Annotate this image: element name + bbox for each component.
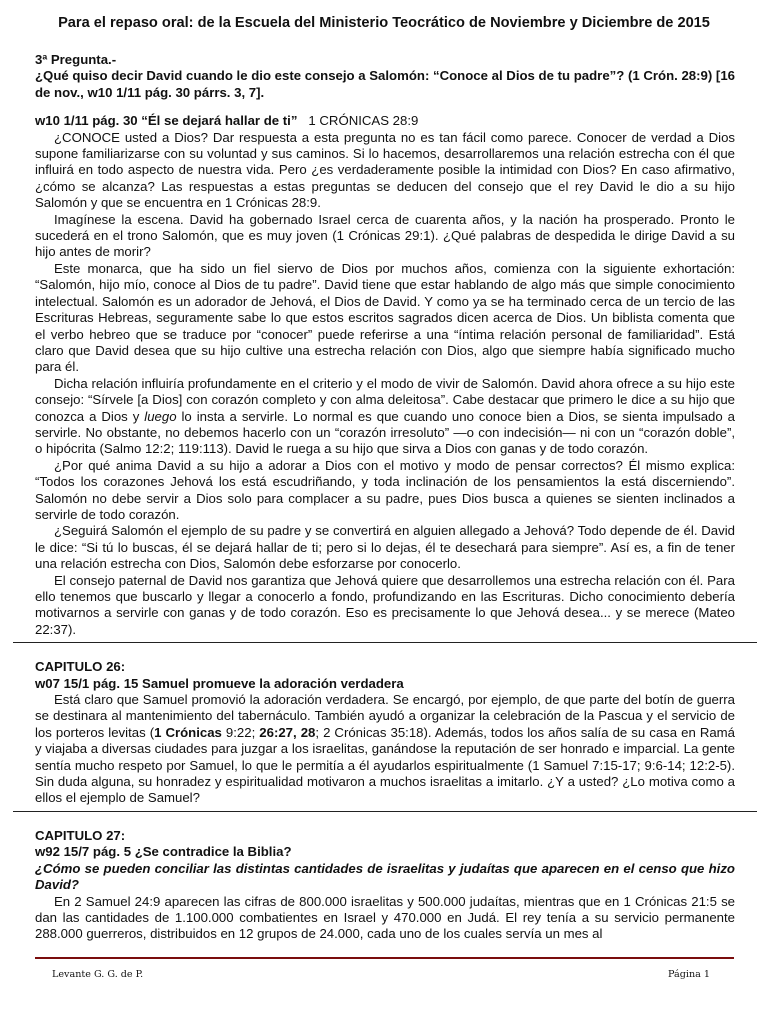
emphasis-text: luego: [144, 408, 177, 424]
question-label: 3ª Pregunta.-: [35, 52, 117, 67]
chapter-heading: CAPITULO 27:: [35, 827, 126, 843]
article-reference: w92 15/7 pág. 5 ¿Se contradice la Biblia?: [35, 844, 292, 860]
paragraph: Este monarca, que ha sido un fiel siervo de Dios por muchos años, comienza con la siguiente exhortación: “Salomón, hijo mío, conoce al Dios de tu padre”. David tiene que estar hablando de algo más que simple conocimiento intelectual. Salomón es un adorador de Jehová, el Dios de David. Y como ya se ha terminado cerca de un tercio de las Escrituras Hebreas, seguramente sabe lo que estos escritos sagrados dicen acerca de Dios. Un biblista comenta que el verbo hebreo que se traduce por “conocer” puede referirse a una “íntima relación personal de familiaridad”. Está claro que David desea que su hijo cultive una estrecha relación con Dios, algo que siempre había significado mucho para él.: [35, 260, 735, 375]
scripture-ref: 26:27, 28: [259, 724, 316, 740]
document-body: [35, 52, 735, 943]
paragraph-text: lo insta a servirle. Lo normal es que cuando uno conoce bien a Dios, se sienta impulsado a servirle. No obstante, no debemos hacerlo con un “corazón irresoluto” —o con indecisión— ni con un “corazón doble”, o hipócrita (Salmo 12:2; 119:113). David le ruega a su hijo que sirva a Dios con ganas y de todo corazón.: [35, 408, 735, 457]
paragraph-text: 9:22;: [221, 724, 260, 740]
footer-author: Levante G. G. de P.: [52, 969, 144, 980]
paragraph-text: Está claro que Samuel promovió la adoración verdadera. Se encargó, por ejemplo, de que parte del botín de guerra se destinara al mantenimiento del tabernáculo. También ayudó a organizar la celebración de la Pascua y el servicio de los porteros levitas (: [35, 692, 735, 740]
paragraph: [35, 376, 735, 458]
paragraph-text: ; 2 Crónicas 35:18). Además, todos los años salía de su casa en Ramá y viajaba a diversas ciudades para juzgar a los israelitas, ganándose la reputación de ser honrado e imparcial. La gente sentía mucho respeto por Samuel, lo que le permitía a él ayudarlos espiritualmente (1 Samuel 7:15-17; 9:6-14; 12:2-5). Sin duda alguna, su honradez y espiritualidad motivaron a muchos israelitas a imitarlo. ¿Y a usted? ¿Lo motiva como a ellos el ejemplo de Samuel?: [35, 724, 735, 806]
paragraph: ¿Por qué anima David a su hijo a adorar a Dios con el motivo y modo de pensar correctos? Él mismo explica: “Todos los corazones Jehová los está escudriñando, y toda inclinación de los pensamientos la está discerniendo”. Salomón no debe servir a Dios solo para complacer a su padre, pues Dios busca a quienes se sienten inclinados a servirle de todo corazón.: [35, 457, 735, 522]
scripture-ref: 1 Crónicas: [154, 724, 222, 740]
article-reference-scripture: 1 CRÓNICAS 28:9: [297, 113, 419, 129]
article-reference: [35, 113, 735, 129]
article-reference: w07 15/1 pág. 15 Samuel promueve la adoración verdadera: [35, 675, 404, 691]
page-number: Página 1: [668, 969, 711, 980]
paragraph: Imagínese la escena. David ha gobernado Israel cerca de cuarenta años, y la nación ha prosperado. Pronto le sucederá en el trono Salomón, que es muy joven (1 Crónicas 29:1). ¿Qué palabras de despedida le dirige David a su hijo antes de morir?: [35, 211, 735, 260]
paragraph: ¿CONOCE usted a Dios? Dar respuesta a esta pregunta no es tan fácil como parece. Conocer de verdad a Dios supone familiarizarse con su voluntad y sus caminos. Si lo hacemos, desarrollaremos una relación estrecha con él que influirá en todo aspecto de nuestra vida. Pero ¿es verdaderamente posible la intimidad con Dios? En caso afirmativo, ¿cómo se alcanza? Las respuestas a estas preguntas se deducen del consejo que el rey David le dio a su hijo Salomón y que se encuentra en 1 Crónicas 28:9.: [35, 129, 735, 211]
paragraph: En 2 Samuel 24:9 aparecen las cifras de 800.000 israelitas y 500.000 judaítas, mientras que en 1 Crónicas 21:5 se dan las cantidades de 1.100.000 combatientes en Israel y 470.000 en Judá. El rey tenía a su servicio permanente 288.000 guerreros, distribuidos en 12 grupos de 24.000, cada uno de los cuales servía un mes al: [35, 893, 735, 942]
footer-divider: [35, 957, 734, 959]
paragraph: El consejo paternal de David nos garantiza que Jehová quiere que desarrollemos una estrecha relación con él. Para ello tenemos que buscarlo y llegar a conocerlo a fondo, profundizando en las Escrituras. Dicho conocimiento debería motivarnos a servirle con ganas y de todo corazón. Eso es precisamente lo que Jehová desea... y se merece (Mateo 22:37).: [35, 572, 735, 637]
chapter-heading: CAPITULO 26:: [35, 659, 126, 675]
question-text: ¿Qué quiso decir David cuando le dio este consejo a Salomón: “Conoce al Dios de tu padre”? (1 Crón. 28:9) [16 de nov., w10 1/11 pág. 30 párrs. 3, 7].: [35, 68, 735, 100]
paragraph: [35, 692, 735, 807]
document-title: Para el repaso oral: de la Escuela del Ministerio Teocrático de Noviembre y Diciembre de 2015: [58, 15, 710, 31]
paragraph: ¿Seguirá Salomón el ejemplo de su padre y se convertirá en alguien allegado a Jehová? Todo depende de él. David le dice: “Si tú lo buscas, él se dejará hallar de ti; pero si lo dejas, él te desechará para siempre”. Así es, a fin de tener una relación estrecha con Dios, Salomón debe esforzarse por conocerlo.: [35, 523, 735, 572]
paragraph-text: Dicha relación influiría profundamente en el criterio y el modo de vivir de Salomón. David ahora ofrece a su hijo este consejo: “Sírvele [a Dios] con corazón completo y con alma deleitosa”. Cabe destacar que primero le dice a su hijo que conozca a Dios y: [35, 375, 735, 424]
article-reference-title: w10 1/11 pág. 30 “Él se dejará hallar de ti”: [35, 113, 298, 129]
question-text: ¿Cómo se pueden conciliar las distintas cantidades de israelitas y judaítas que aparecen en el censo que hizo David?: [35, 860, 735, 893]
